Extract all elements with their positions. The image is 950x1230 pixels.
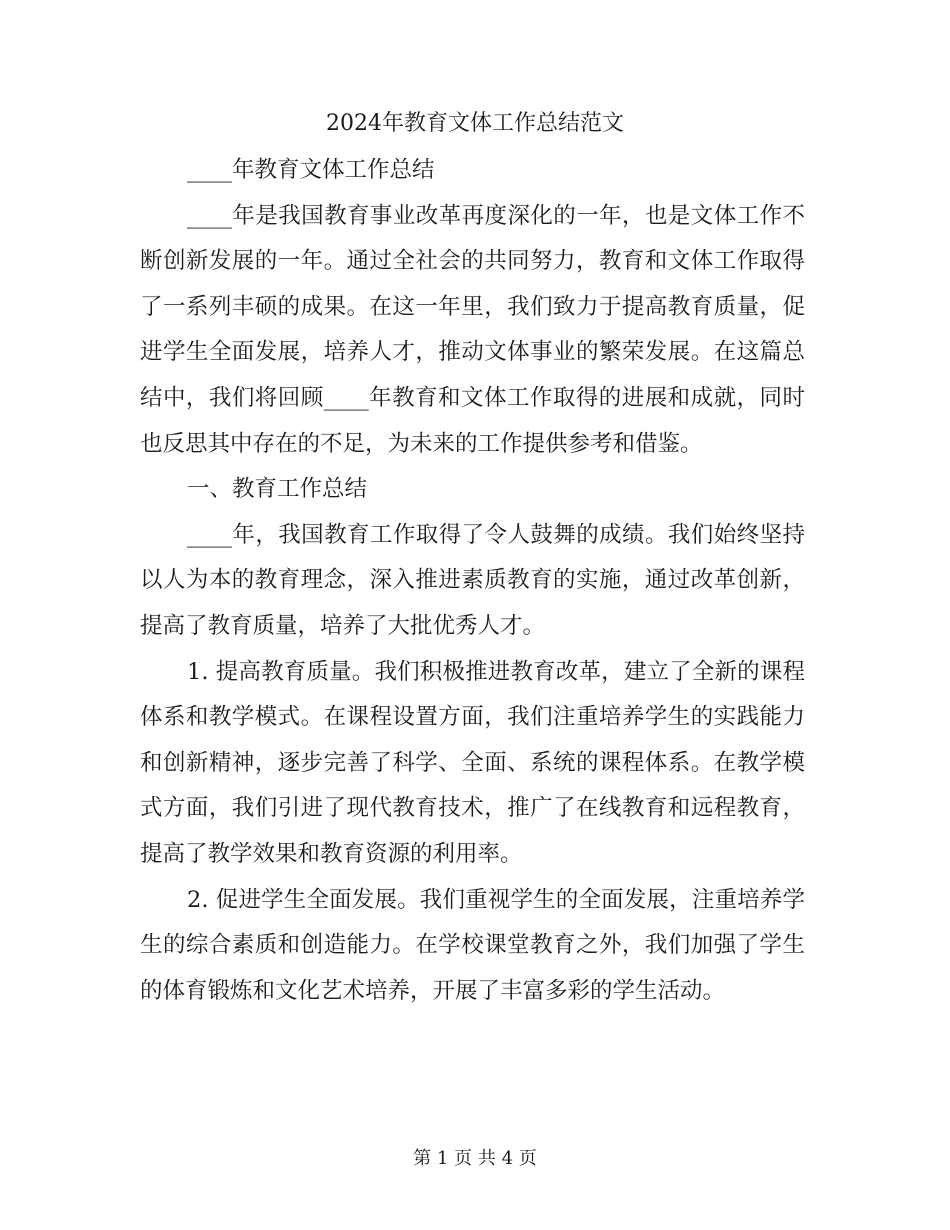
section-intro-paragraph: ____年，我国教育工作取得了令人鼓舞的成绩。我们始终坚持以人为本的教育理念，深入推进素质教育的实施，通过改革创新，提高了教育质量，培养了大批优秀人才。 [140, 521, 805, 639]
intro-paragraph: ____年是我国教育事业改革再度深化的一年，也是文体工作不断创新发展的一年。通过全社会的共同努力，教育和文体工作取得了一系列丰硕的成果。在这一年里，我们致力于提高教育质量，促进学生全面发展，培养人才，推动文体事业的繁荣发展。在这篇总结中，我们将回顾____年教育和文体工作取得的进展和成就，同时也反思其中存在的不足，为未来的工作提供参考和借鉴。 [140, 202, 805, 457]
document-body [140, 148, 805, 1014]
section-heading: 一、教育工作总结 [187, 476, 368, 503]
item-1-paragraph: 1. 提高教育质量。我们积极推进教育改革，建立了全新的课程体系和教学模式。在课程设置方面，我们注重培养学生的实践能力和创新精神，逐步完善了科学、全面、系统的课程体系。在教学模式方面，我们引进了现代教育技术，推广了在线教育和远程教育，提高了教学效果和教育资源的利用率。 [140, 658, 805, 867]
item-2-paragraph: 2. 促进学生全面发展。我们重视学生的全面发展，注重培养学生的综合素质和创造能力。在学校课堂教育之外，我们加强了学生的体育锻炼和文化艺术培养，开展了丰富多彩的学生活动。 [140, 886, 805, 1004]
page-footer: 第 1 页 共 4 页 [413, 1148, 537, 1169]
subtitle-paragraph: ____年教育文体工作总结 [187, 157, 435, 183]
document-title: 2024年教育文体工作总结范文 [326, 111, 624, 136]
